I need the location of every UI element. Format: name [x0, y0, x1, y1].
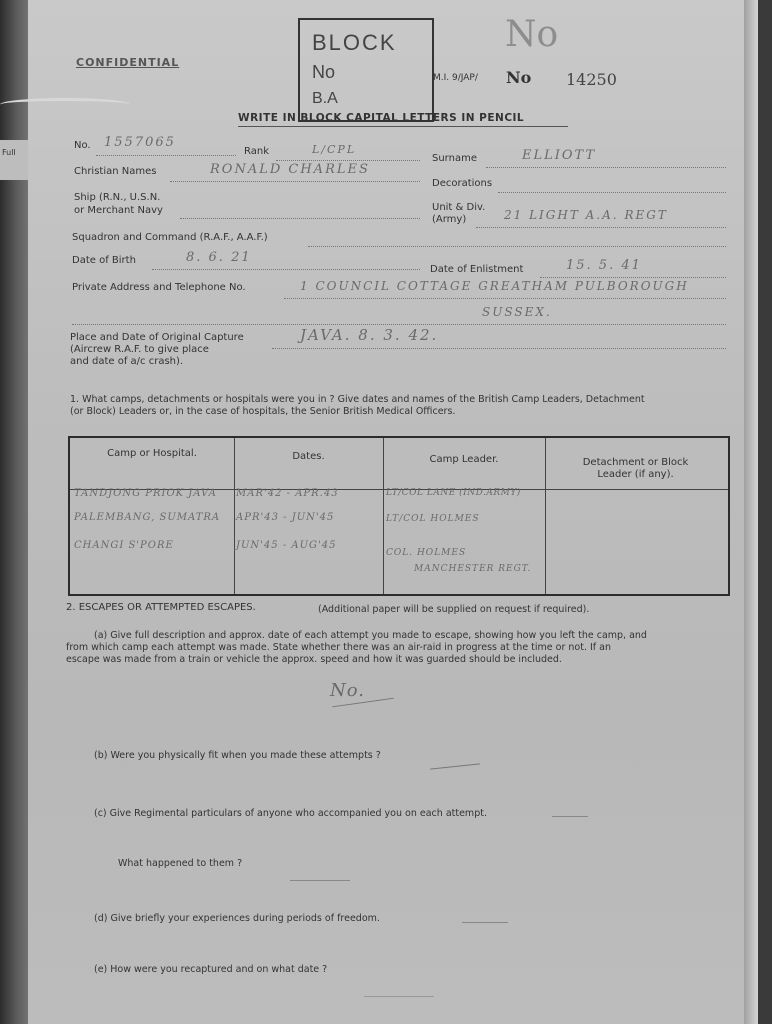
question2-heading-note: (Additional paper will be supplied on request if required). — [318, 604, 590, 615]
rank-line — [276, 160, 420, 161]
date-of-birth-line — [152, 269, 420, 270]
table-header-detachment-line2: Leader (if any). — [597, 469, 674, 480]
address-label: Private Address and Telephone No. — [72, 282, 246, 293]
confidential-label: CONFIDENTIAL — [76, 56, 180, 69]
table-header-dates: Dates. — [292, 451, 325, 462]
table-cell-leader: LT/COL HOLMES — [386, 514, 480, 524]
decorations-line — [498, 192, 726, 193]
table-cell-camp: TANDJONG PRIOK JAVA — [74, 488, 217, 499]
address-value-line1: 1 COUNCIL COTTAGE GREATHAM PULBOROUGH — [300, 279, 689, 293]
date-of-birth-value: 8. 6. 21 — [186, 250, 252, 265]
unit-value: 21 LIGHT A.A. REGT — [504, 208, 668, 222]
christian-names-label: Christian Names — [74, 166, 157, 177]
folder-tab-label: Full — [2, 148, 16, 157]
capture-line — [272, 348, 726, 349]
squadron-line — [308, 246, 726, 247]
table-cell-leader: LT/COL LANE (IND.ARMY) — [386, 488, 521, 498]
address-value-line2: SUSSEX. — [482, 305, 552, 319]
question2a-line3: escape was made from a train or vehicle the approx. speed and how it was guarded should be included. — [66, 654, 562, 665]
decorations-label: Decorations — [432, 178, 493, 189]
question2a-line2: from which camp each attempt was made. State whether there was an air-raid in progress at the time or not. If an — [66, 642, 612, 653]
service-number-line — [96, 155, 236, 156]
unit-label-line1: Unit & Div. — [432, 202, 486, 213]
christian-names-value: RONALD CHARLES — [210, 162, 370, 177]
unit-line — [476, 227, 726, 228]
table-cell-dates: MAR'42 - APR.43 — [236, 488, 339, 499]
stamp-no-text: No — [312, 62, 336, 82]
enlistment-value: 15. 5. 41 — [566, 258, 642, 273]
sheet-edge-shadow — [744, 0, 758, 1024]
question2e: (e) How were you recaptured and on what date ? — [94, 964, 328, 975]
question2a-line1: (a) Give full description and approx. date of each attempt you made to escape, showing how you left the camp, and — [94, 630, 647, 641]
ship-line — [180, 218, 420, 219]
surname-line — [486, 167, 726, 168]
stamp-ba-text: B.A — [312, 90, 338, 107]
ship-label-line2: or Merchant Navy — [74, 205, 163, 216]
instruction-underline — [238, 126, 568, 127]
rank-value: L/CPL — [312, 143, 357, 156]
question2e-stroke — [364, 996, 434, 997]
binding-string — [0, 98, 130, 111]
table-header-detachment: Detachment or Block — [582, 457, 689, 468]
question2d: (d) Give briefly your experiences during periods of freedom. — [94, 913, 380, 924]
folder-tab — [0, 140, 30, 180]
table-cell-dates: APR'43 - JUN'45 — [236, 512, 335, 523]
table-header-leader: Camp Leader. — [429, 454, 499, 465]
question2-heading: 2. ESCAPES OR ATTEMPTED ESCAPES. — [66, 602, 256, 613]
stamp-block-text: BLOCK — [312, 30, 397, 55]
table-cell-leader: COL. HOLMES — [386, 548, 467, 558]
capture-label-line1: Place and Date of Original Capture — [70, 332, 244, 343]
mi-reference: M.I. 9/JAP/ — [433, 73, 478, 83]
question1-line2: (or Block) Leaders or, in the case of hospitals, the Senior British Medical Officers. — [70, 406, 456, 417]
christian-names-line — [170, 181, 420, 182]
address-line2 — [72, 324, 726, 325]
service-number-value: 1557065 — [104, 135, 176, 150]
question2c-stroke — [552, 816, 588, 817]
unit-label-line2: (Army) — [432, 214, 467, 225]
ship-label-line1: Ship (R.N., U.S.N. — [74, 192, 161, 203]
camps-table — [68, 436, 730, 596]
question2b: (b) Were you physically fit when you made these attempts ? — [94, 750, 381, 761]
table-header-camp: Camp or Hospital. — [107, 448, 197, 459]
table-cell-dates: JUN'45 - AUG'45 — [236, 540, 337, 551]
enlistment-label: Date of Enlistment — [430, 264, 524, 275]
question2a-answer: No. — [330, 680, 365, 701]
serial-number: 14250 — [566, 70, 617, 89]
capture-label-line3: and date of a/c crash). — [70, 356, 184, 367]
surname-label: Surname — [432, 153, 477, 164]
service-number-label: No. — [74, 140, 91, 151]
question2c: (c) Give Regimental particulars of anyone who accompanied you on each attempt. — [94, 808, 487, 819]
rank-label: Rank — [244, 146, 269, 157]
capture-value: JAVA. 8. 3. 42. — [300, 326, 439, 344]
capture-label-line2: (Aircrew R.A.F. to give place — [70, 344, 209, 355]
table-cell-leader-extra: MANCHESTER REGT. — [414, 564, 532, 574]
squadron-label: Squadron and Command (R.A.F., A.A.F.) — [72, 232, 268, 243]
corner-handwriting: No — [505, 14, 559, 55]
instruction-heading: WRITE IN BLOCK CAPITAL LETTERS IN PENCIL — [238, 112, 525, 124]
question1-line1: 1. What camps, detachments or hospitals were you in ? Give dates and names of the British Camp Leaders, Detachment — [70, 394, 645, 405]
table-cell-camp: CHANGI S'PORE — [74, 540, 174, 551]
surname-value: ELLIOTT — [522, 148, 597, 163]
address-line1 — [284, 298, 726, 299]
question2c-sub-stroke — [290, 880, 350, 881]
question2d-stroke — [462, 922, 508, 923]
table-cell-camp: PALEMBANG, SUMATRA — [74, 512, 221, 523]
number-label: No — [506, 68, 532, 87]
question2c-sub: What happened to them ? — [118, 858, 243, 869]
date-of-birth-label: Date of Birth — [72, 255, 136, 266]
enlistment-line — [540, 277, 726, 278]
